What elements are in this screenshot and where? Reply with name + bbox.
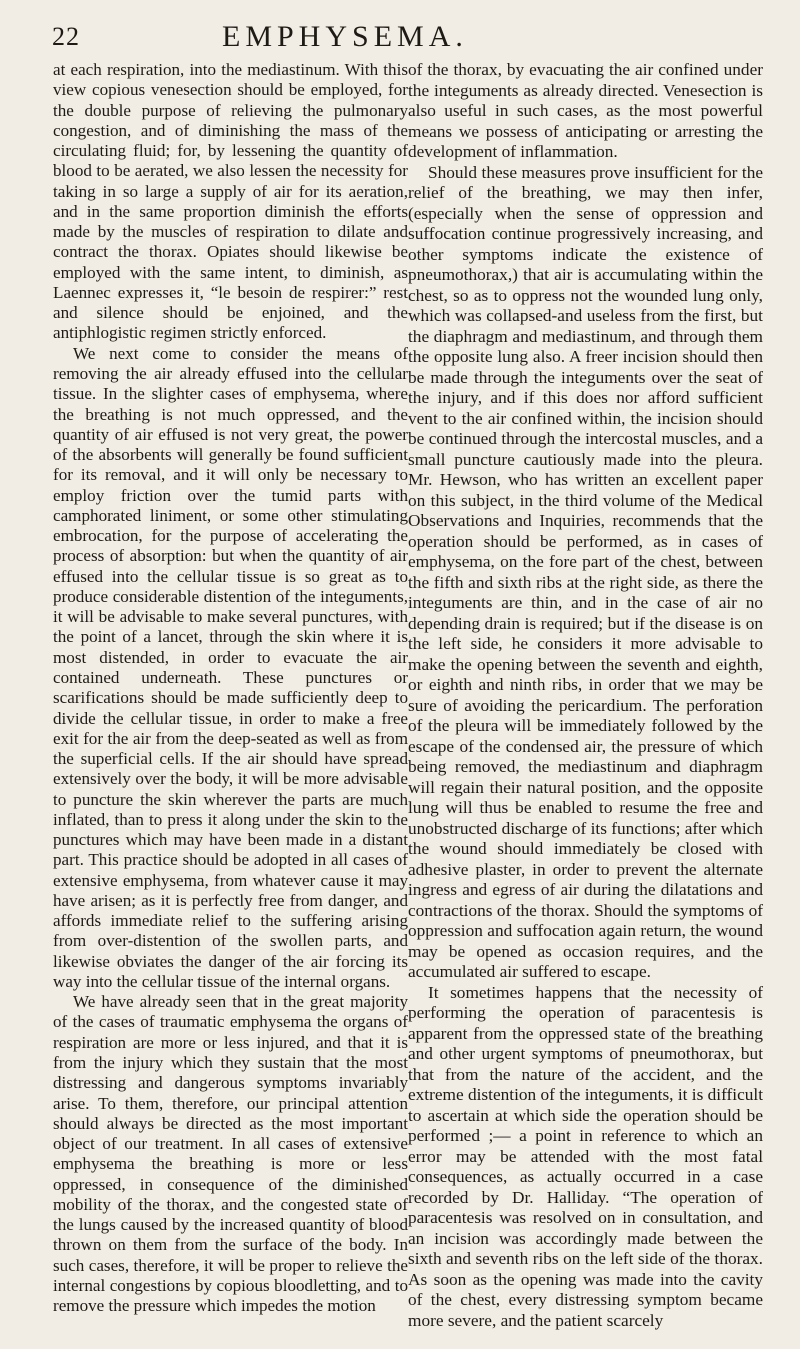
paragraph: We have already seen that in the great majority of the cases of traumatic emphysema the organs of respiration are more or less injured, and that it is from the injury which they sustain that the most distressing and dangerous symptoms invariably arise. To them, therefore, our principal attention should always be directed as the most important object of our treatment. In all cases of extensive emphysema the breathing is more or less oppressed, in consequence of the diminished mobility of the thorax, and the congested state of the lungs caused by the increased quantity of blood thrown on them from the surface of the body. In such cases, therefore, it will be proper to relieve the internal congestions by copious bloodletting, and to remove the pressure which impedes the motion <box>53 992 408 1316</box>
paragraph: at each respiration, into the mediastinum. With this view copious venesection should be employed, for the double purpose of relieving the pulmonary congestion, and of diminishing the mass of the circulating fluid; for, by lessening the quantity of blood to be aerated, we also lessen the necessity for taking in so large a supply of air for its aeration, and in the same proportion diminish the efforts made by the muscles of respiration to dilate and contract the thorax. Opiates should likewise be employed with the same intent, to diminish, as Laennec expresses it, “le besoin de respirer:” rest and silence should be enjoined, and the antiphlogistic regimen strictly enforced. <box>53 60 408 343</box>
running-head: EMPHYSEMA. <box>222 20 468 53</box>
left-column <box>53 60 408 1316</box>
paragraph: of the thorax, by evacuating the air confined under the integuments as already directed. Venesection is also useful in such cases, as the most powerful means we possess of anticipating or arresting the development of inflammation. <box>408 60 763 161</box>
right-column <box>408 60 763 1331</box>
paragraph: It sometimes happens that the necessity of performing the operation of paracentesis is apparent from the oppressed state of the breathing and other urgent symptoms of pneumothorax, but that from the nature of the accident, and the extreme distention of the integuments, it is difficult to ascertain at which side the operation should be performed ;— a point in reference to which an error may be attended with the most fatal consequences, as actually occurred in a case recorded by Dr. Halliday. “The operation of paracentesis was resolved on in consultation, and an incision was accordingly made between the sixth and seventh ribs on the left side of the thorax. As soon as the opening was made into the cavity of the chest, every distressing symptom became more severe, and the patient scarcely <box>408 982 763 1330</box>
paragraph: Should these measures prove insufficient for the relief of the breathing, we may then infer, (especially when the sense of oppression and suffocation continue progressively increasing, and other symptoms indicate the existence of pneumothorax,) that air is accumulating within the chest, so as to oppress not the wounded lung only, which was collapsed-and useless from the first, but the diaphragm and mediastinum, and through them the opposite lung also. A freer incision should then be made through the integuments over the seat of the injury, and if this does nor afford sufficient vent to the air confined within, the incision should be continued through the intercostal muscles, and a small puncture cautiously made into the pleura. Mr. Hewson, who has written an excellent paper on this subject, in the third volume of the Medical Observations and Inquiries, recommends that the operation should be performed, as in cases of emphysema, on the fore part of the chest, between the fifth and sixth ribs at the right side, as there the integuments are thin, and in the case of air no depending drain is required; but if the disease is on the left side, he considers it more advisable to make the opening between the seventh and eighth, or eighth and ninth ribs, in order that we may be sure of avoiding the pericardium. The perforation of the pleura will be immediately followed by the escape of the condensed air, the pressure of which being removed, the mediastinum and diaphragm will regain their natural position, and the opposite lung will thus be enabled to resume the free and unobstructed discharge of its functions; after which the wound should immediately be closed with adhesive plaster, in order to prevent the alternate ingress and egress of air during the dilatations and contractions of the thorax. Should the symptoms of oppression and suffocation again return, the wound may be opened as occasion requires, and the accumulated air suffered to escape. <box>408 162 763 981</box>
paragraph: We next come to consider the means of removing the air already effused into the cellular tissue. In the slighter cases of emphysema, where the breathing is not much oppressed, and the quantity of air effused is not very great, the power of the absorbents will generally be found sufficient for its removal, and it will only be necessary to employ friction over the tumid parts with camphorated liniment, or some other stimulating embrocation, for the purpose of accelerating the process of absorption: but when the quantity of air effused into the cellular tissue is so great as to produce considerable distention of the integuments, it will be advisable to make several punctures, with the point of a lancet, through the skin where it is most distended, in order to evacuate the air contained underneath. These punctures or scarifications should be made sufficiently deep to divide the cellular tissue, in order to make a free exit for the air from the deep-seated as well as from the superficial cells. If the air should have spread extensively over the body, it will be more advisable to puncture the skin wherever the parts are much inflated, than to press it along under the skin to the punctures which may have been made in a distant part. This practice should be adopted in all cases of extensive emphysema, from whatever cause it may have arisen; as it is perfectly free from danger, and affords immediate relief to the suffering arising from over-distention of the swollen parts, and likewise obviates the danger of the air forcing its way into the cellular tissue of the internal organs. <box>53 343 408 991</box>
page-number: 22 <box>52 22 80 51</box>
